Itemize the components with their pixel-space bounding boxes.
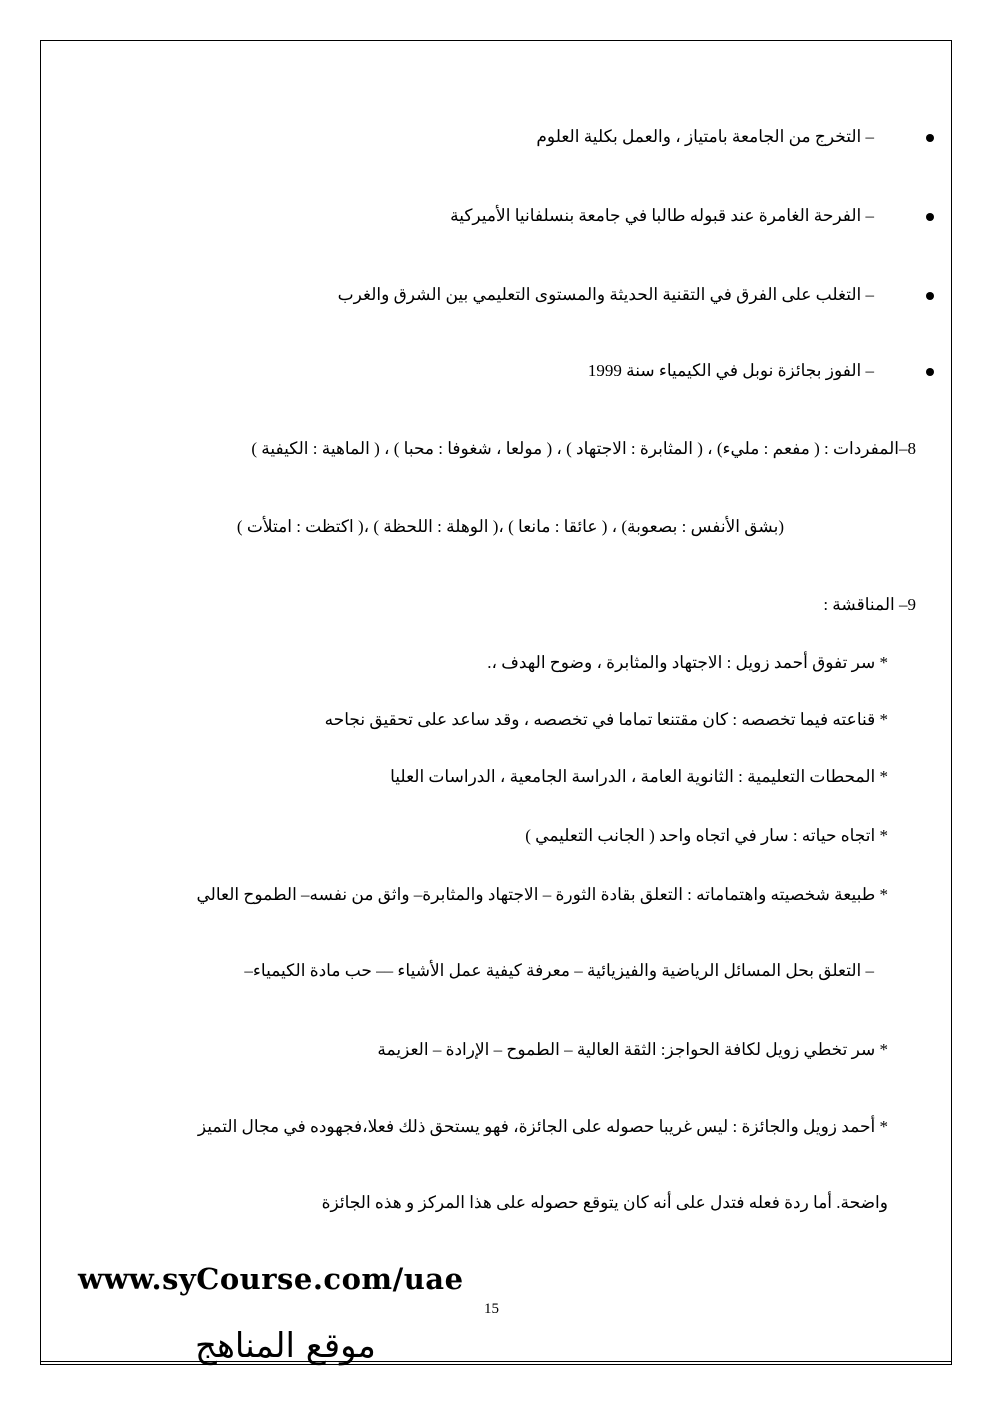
bullet-text: – الفرحة الغامرة عند قبوله طالبا في جامعة بنسلفانيا الأميركية [450, 206, 874, 225]
vocab-line: 8–المفردات : ( مفعم : مليء) ، ( المثابرة : الاجتهاد ) ، ( مولعا ، شغوفا : محبا ) ، ( الماهية : الكيفية ) [251, 439, 916, 458]
bullet-dot-icon [926, 292, 934, 300]
page-border [40, 40, 952, 1365]
page-number: 15 [484, 1301, 499, 1317]
discussion-item: * سر تفوق أحمد زويل : الاجتهاد والمثابرة ، وضوح الهدف ،. [487, 653, 888, 672]
discussion-item: * طبيعة شخصيته واهتماماته : التعلق بقادة الثورة – الاجتهاد والمثابرة– واثق من نفسه– الطموح العالي [196, 885, 888, 904]
bullet-text: – التغلب على الفرق في التقنية الحديثة والمستوى التعليمي بين الشرق والغرب [337, 285, 874, 304]
site-name-logo: موقع المناهج [195, 1326, 376, 1366]
discussion-heading: 9– المناقشة : [823, 595, 916, 614]
bullet-item [588, 361, 874, 381]
bullet-item [536, 127, 874, 147]
page-border-bottom-line [40, 1361, 952, 1362]
discussion-item: * المحطات التعليمية : الثانوية العامة ، الدراسة الجامعية ، الدراسات العليا [390, 767, 888, 786]
discussion-item: – التعلق بحل المسائل الرياضية والفيزيائية – معرفة كيفية عمل الأشياء –– حب مادة الكيمياء– [244, 961, 874, 980]
discussion-item: * سر تخطي زويل لكافة الحواجز: الثقة العالية – الطموح – الإرادة – العزيمة [377, 1040, 888, 1059]
bullet-text: – الفوز بجائزة نوبل في الكيمياء سنة 1999 [587, 361, 874, 380]
bullet-dot-icon [926, 213, 934, 221]
discussion-item: * قناعته فيما تخصصه : كان مقتنعا تماما في تخصصه ، وقد ساعد على تحقيق نجاحه [324, 710, 888, 729]
bullet-item [338, 285, 874, 305]
discussion-item: * أحمد زويل والجائزة : ليس غريبا حصوله على الجائزة، فهو يستحق ذلك فعلا،فجهوده في مجال التميز [197, 1117, 888, 1136]
bullet-dot-icon [926, 368, 934, 376]
bullet-dot-icon [926, 134, 934, 142]
footer-url: www.syCourse.com/uae [78, 1262, 464, 1296]
discussion-item: * اتجاه حياته : سار في اتجاه واحد ( الجانب التعليمي ) [525, 826, 888, 845]
bullet-text: – التخرج من الجامعة بامتياز ، والعمل بكلية العلوم [536, 127, 874, 146]
bullet-item [450, 206, 874, 226]
vocab-line: (بشق الأنفس : بصعوبة) ، ( عائقا : مانعا ) ،( الوهلة : اللحظة ) ،( اكتظت : امتلأت ) [236, 517, 784, 536]
discussion-item: واضحة. أما ردة فعله فتدل على أنه كان يتوقع حصوله على هذا المركز و هذه الجائزة [321, 1193, 888, 1212]
